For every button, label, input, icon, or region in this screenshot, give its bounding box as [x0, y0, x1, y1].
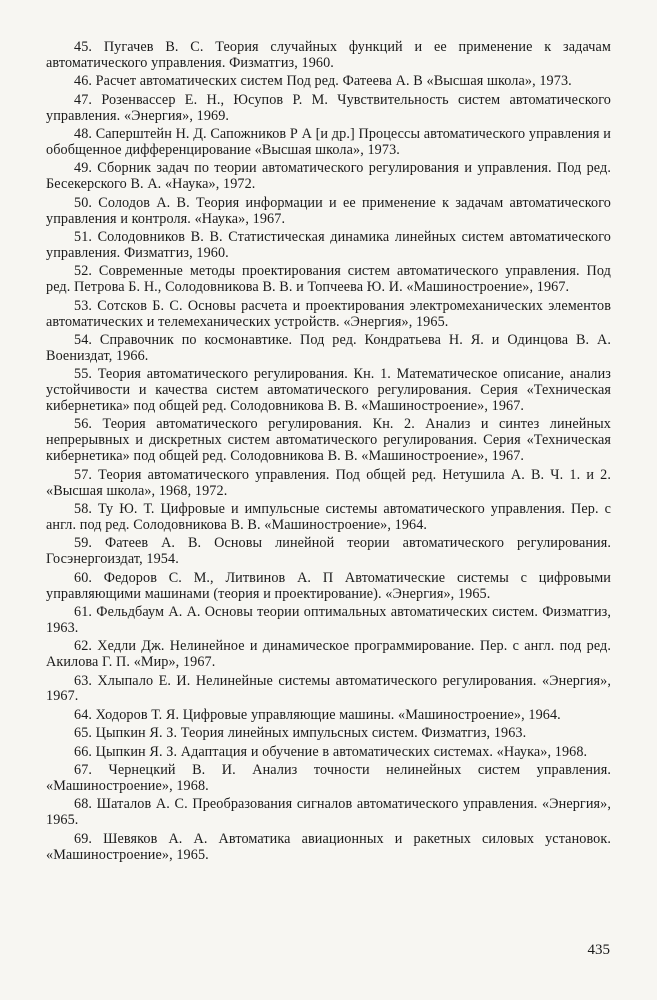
reference-item: 48. Саперштейн Н. Д. Сапожников Р А [и др.] Процессы автоматического управления и обобщенное дифференцирование «Высшая школа», 1973. [46, 126, 611, 158]
reference-list [46, 40, 611, 864]
reference-item: 52. Современные методы проектирования систем автоматического управления. Под ред. Петрова Б. Н., Солодовникова В. В. и Топчеева Ю. И. «Машиностроение», 1967. [46, 263, 611, 296]
reference-item: 54. Справочник по космонавтике. Под ред. Кондратьева Н. Я. и Одинцова В. А. Воениздат, 1966. [46, 331, 611, 364]
reference-item: 61. Фельдбаум А. А. Основы теории оптимальных автоматических систем. Физматгиз, 1963. [46, 603, 611, 636]
reference-item: 69. Шевяков А. А. Автоматика авиационных и ракетных силовых установок. «Машиностроение», 1965. [46, 830, 611, 863]
reference-item: 55. Теория автоматического регулирования. Кн. 1. Математическое описание, анализ устойчивости и качества систем автоматического регулирования. Серия «Техническая кибернетика» под общей ред. Солодовникова В. В. «Машиностроение», 1967. [46, 366, 611, 415]
reference-item: 62. Хедли Дж. Нелинейное и динамическое программирование. Пер. с англ. под ред. Акилова Г. П. «Мир», 1967. [46, 638, 611, 671]
reference-item: 68. Шаталов А. С. Преобразования сигналов автоматического управления. «Энергия», 1965. [46, 796, 611, 829]
reference-item: 59. Фатеев А. В. Основы линейной теории автоматического регулирования. Госэнергоиздат, 1954. [46, 535, 611, 568]
reference-item: 53. Сотсков Б. С. Основы расчета и проектирования электромеханических элементов автоматических и телемеханических устройств. «Энергия», 1965. [46, 297, 611, 330]
reference-item: 49. Сборник задач по теории автоматического регулирования и управления. Под ред. Бесекерского В. А. «Наука», 1972. [46, 160, 611, 193]
reference-item: 60. Федоров С. М., Литвинов А. П Автоматические системы с цифровыми управляющими машинами (теория и проектирование). «Энергия», 1965. [46, 569, 611, 602]
reference-item: 56. Теория автоматического регулирования. Кн. 2. Анализ и синтез линейных непрерывных и дискретных систем автоматического регулирования. Серия «Техническая кибернетика» под общей ред. Солодовникова В. В. «Машиностроение», 1967. [46, 416, 611, 465]
reference-item: 58. Ту Ю. Т. Цифровые и импульсные системы автоматического управления. Пер. с англ. под ред. Солодовникова В. В. «Машиностроение», 1964. [46, 500, 611, 533]
reference-item: 64. Ходоров Т. Я. Цифровые управляющие машины. «Машиностроение», 1964. [74, 706, 561, 723]
reference-item: 51. Солодовников В. В. Статистическая динамика линейных систем автоматического управления. Физматгиз, 1960. [46, 228, 611, 261]
reference-item: 66. Цыпкин Я. З. Адаптация и обучение в автоматических системах. «Наука», 1968. [74, 743, 588, 760]
reference-item: 57. Теория автоматического управления. Под общей ред. Нетушила А. В. Ч. 1. и 2. «Высшая школа», 1968, 1972. [46, 466, 611, 499]
reference-item: 45. Пугачев В. С. Теория случайных функций и ее применение к задачам автоматического управления. Физматгиз, 1960. [46, 39, 611, 71]
reference-item: 46. Расчет автоматических систем Под ред. Фатеева А. В «Высшая школа», 1973. [74, 73, 572, 90]
reference-item: 63. Хлыпало Е. И. Нелинейные системы автоматического регулирования. «Энергия», 1967. [46, 672, 611, 705]
reference-item: 65. Цыпкин Я. З. Теория линейных импульсных систем. Физматгиз, 1963. [74, 725, 527, 742]
reference-item: 67. Чернецкий В. И. Анализ точности нелинейных систем управления. «Машиностроение», 1968. [46, 762, 611, 794]
page-number: 435 [587, 942, 610, 958]
reference-item: 47. Розенвассер Е. Н., Юсупов Р. М. Чувствительность систем автоматического управления. «Энергия», 1969. [46, 91, 611, 124]
reference-item: 50. Солодов А. В. Теория информации и ее применение к задачам автоматического управления и контроля. «Наука», 1967. [46, 194, 611, 227]
